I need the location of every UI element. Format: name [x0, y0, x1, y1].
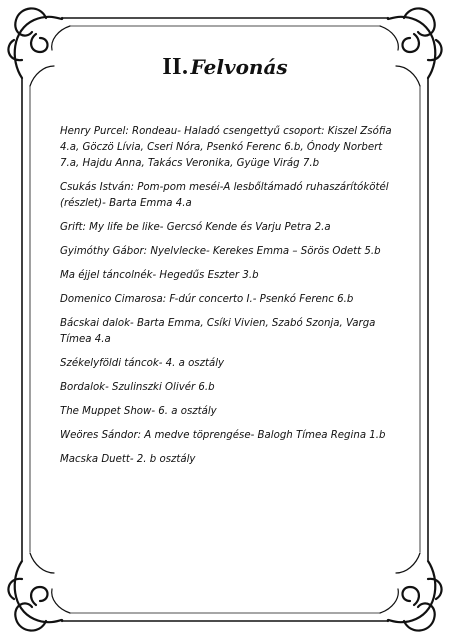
program-item: Weöres Sándor: A medve töprengése- Balogh Tímea Regina 1.b — [60, 430, 386, 441]
program-item: Bordalok- Szulinszki Olivér 6.b — [60, 382, 215, 393]
corner-flourish-bottom-right — [380, 553, 442, 631]
program-item: Henry Purcel: Rondeau- Haladó csengettyű csoport: Kiszel Zsófia 4.a, Göczö Lívia, Cseri Nóra, Psenkó Ferenc 6.b, Ónody Norbert 7.a, Hajdu Anna, Takács Veronika, Gyüge Virág 7.b — [60, 126, 392, 169]
program-item: Székelyföldi táncok- 4. a osztály — [60, 358, 225, 369]
program-item: Bácskai dalok- Barta Emma, Csíki Vivien, Szabó Szonja, Varga Tímea 4.a — [60, 318, 376, 345]
program-item: Domenico Cimarosa: F-dúr concerto I.- Psenkó Ferenc 6.b — [60, 294, 354, 305]
program-item: Ma éjjel táncolnék- Hegedűs Eszter 3.b — [60, 270, 259, 281]
title-word: Felvonás — [190, 55, 288, 79]
program-item: The Muppet Show- 6. a osztály — [60, 406, 217, 417]
corner-flourish-bottom-left — [8, 553, 70, 631]
program-item: Gyimóthy Gábor: Nyelvlecke- Kerekes Emma – Sörös Odett 5.b — [60, 246, 381, 257]
program-item: Csukás István: Pom-pom meséi-A lesbőltámadó ruhaszárítókötél (részlet)- Barta Emma 4.a — [60, 182, 389, 209]
title-numeral: II. — [162, 54, 189, 80]
page-title — [0, 54, 450, 81]
program-list — [60, 124, 400, 476]
program-item: Macska Duett- 2. b osztály — [60, 454, 196, 465]
program-item: Grift: My life be like- Gercsó Kende és Varju Petra 2.a — [60, 222, 331, 233]
